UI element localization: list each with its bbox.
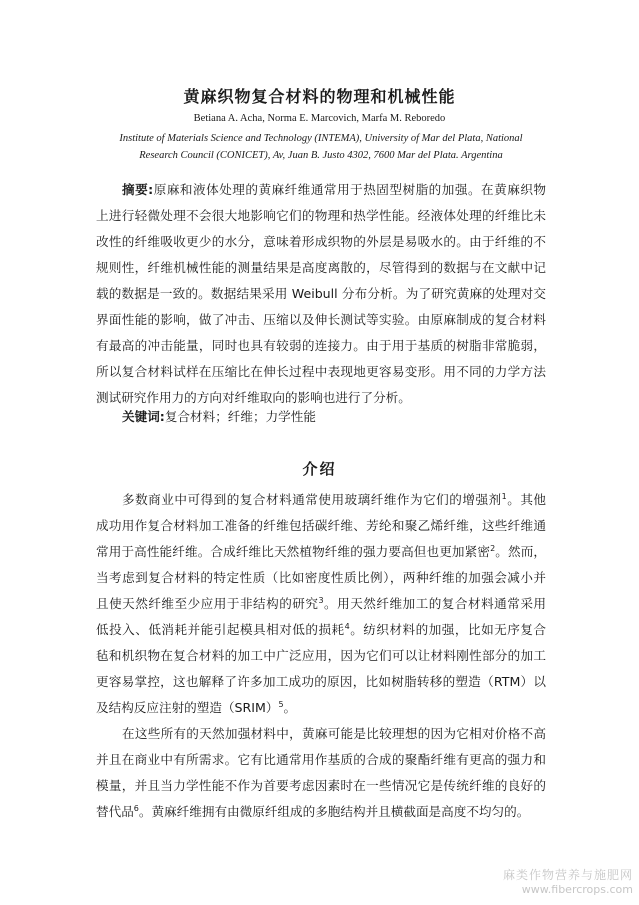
watermark (503, 868, 633, 897)
body-text: 。黄麻纤维拥有由微原纤组成的多胞结构并且横截面是高度不均匀的。 (138, 804, 530, 819)
citation: 1 (501, 491, 507, 501)
body-text: 常用于高性能纤维。合成纤维比天然植物纤维的强力要高但也更加紧密 (96, 544, 491, 559)
body-text: 。用天然纤维加工的复合材料通常采用 (323, 596, 546, 611)
citation: 4 (344, 621, 350, 631)
abstract-line: 有最高的冲击能量，同时也具有较弱的连接力。由于用于基质的树脂非常脆弱， (96, 338, 546, 353)
citation: 5 (278, 699, 284, 709)
body-line (96, 620, 546, 640)
body-line: 在这些所有的天然加强材料中，黄麻可能是比较理想的因为它相对价格不高 (122, 726, 546, 741)
abstract-line: 规则性，纤维机械性能的测量结果是高度离散的，尽管得到的数据与在文献中记 (96, 260, 546, 275)
watermark-url: www.fibercrops.com (521, 883, 633, 896)
abstract-line: 改性的纤维吸收更少的水分，意味着形成织物的外层是易吸水的。由于纤维的不 (96, 234, 546, 249)
body-line (122, 490, 546, 510)
body-line (96, 802, 546, 822)
body-text: 多数商业中可得到的复合材料通常使用玻璃纤维作为它们的增强剂 (122, 492, 502, 507)
abstract-text: 原麻和液体处理的黄麻纤维通常用于热固型树脂的加强。在黄麻织物 (153, 182, 546, 197)
body-text: 。纺织材料的加强，比如无序复合 (349, 622, 546, 637)
body-line: 更容易掌控，这也解释了许多加工成功的原因，比如树脂转移的塑造（RTM）以 (96, 674, 546, 689)
body-line: 并且在商业中有所需求。它有比通常用作基质的合成的聚酯纤维有更高的强力和 (96, 752, 546, 767)
body-text: 。然而， (495, 544, 546, 559)
keywords-label: 关键词: (122, 409, 165, 424)
body-line: 毡和机织物在复合材料的加工中广泛应用，因为它们可以让材料刚性部分的加工 (96, 648, 546, 663)
body-text: 。其他 (506, 492, 546, 507)
citation: 3 (318, 595, 324, 605)
abstract-line: 测试研究作用力的方向对纤维取向的影响也进行了分析。 (96, 390, 411, 405)
body-text: 且使天然纤维至少应用于非结构的研究 (96, 596, 319, 611)
abstract-line: 载的数据是一致的。数据结果采用 Weibull 分布分析。为了研究黄麻的处理对交 (96, 286, 546, 301)
affiliation (96, 130, 546, 164)
citation: 6 (133, 803, 139, 813)
body-text: 替代品 (96, 804, 134, 819)
body-line: 成功用作复合材料加工准备的纤维包括碳纤维、芳纶和聚乙烯纤维，这些纤维通 (96, 518, 546, 533)
body-line: 当考虑到复合材料的特定性质（比如密度性质比例），两种纤维的加强会减小并 (96, 570, 546, 585)
author-list: Betiana A. Acha, Norma E. Marcovich, Marfa M. Reboredo (193, 113, 446, 124)
abstract-label: 摘要: (122, 182, 154, 197)
keywords-text: 复合材料；纤维；力学性能 (164, 409, 316, 424)
body-line (96, 594, 546, 614)
abstract-line: 上进行轻微处理不会很大地影响它们的物理和热学性能。经液体处理的纤维比未 (96, 208, 546, 223)
body-line (96, 542, 546, 562)
abstract-line: 界面性能的影响，做了冲击、压缩以及伸长测试等实验。由原麻制成的复合材料 (96, 312, 546, 327)
affiliation-line: Research Council (CONICET), Av, Juan B. Justo 4302, 7600 Mar del Plata. Argentina (139, 150, 503, 161)
watermark-site-name: 麻类作物营养与施肥网 (502, 868, 633, 882)
body-text: 低投入、低消耗并能引起模具相对低的损耗 (96, 622, 345, 637)
abstract-line (122, 180, 546, 200)
body-text: 及结构反应注射的塑造（SRIM） (96, 700, 279, 715)
citation: 2 (490, 543, 496, 553)
keywords-line (122, 407, 546, 427)
body-line: 模量，并且当力学性能不作为首要考虑因素时在一些情况它是传统纤维的良好的 (96, 778, 546, 793)
abstract-line: 所以复合材料试样在压缩比在伸长过程中表现地更容易变形。用不同的力学方法 (96, 364, 546, 379)
body-line (96, 698, 546, 718)
section-heading: 介绍 (302, 460, 337, 478)
paper-title: 黄麻织物复合材料的物理和机械性能 (183, 87, 456, 106)
body-text: 。 (283, 700, 297, 715)
affiliation-line: Institute of Materials Science and Technology (INTEMA), University of Mar del Plata, National (119, 133, 523, 144)
